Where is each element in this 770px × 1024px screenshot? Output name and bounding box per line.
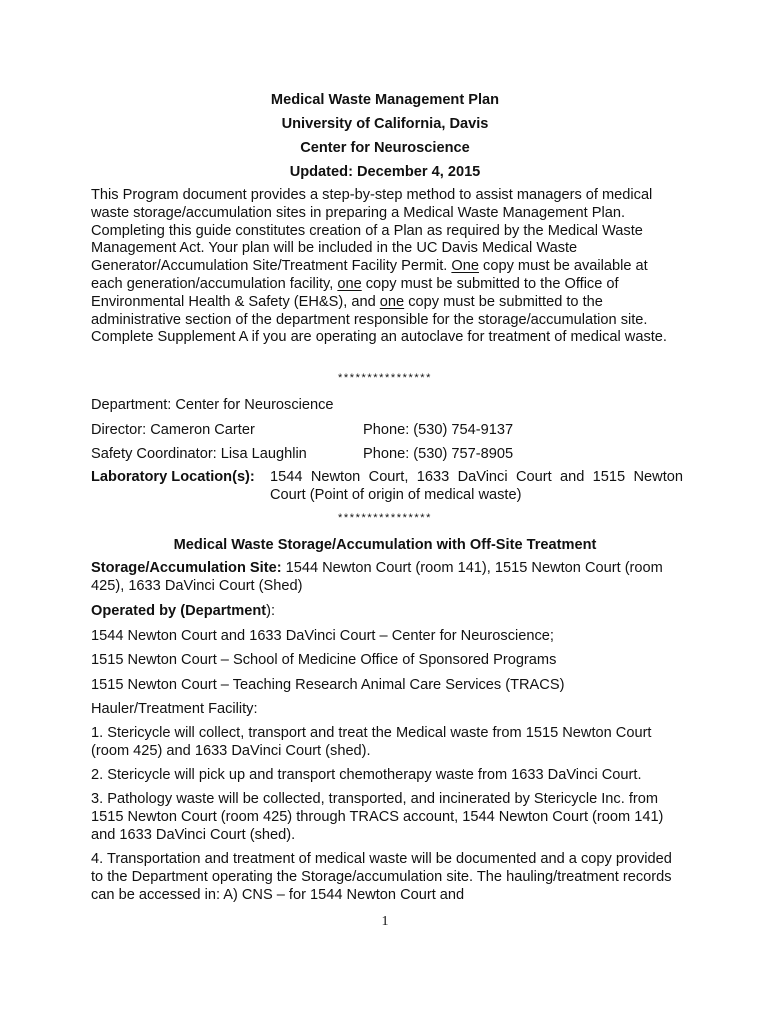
- safety-coordinator-line: Safety Coordinator: Lisa Laughlin: [91, 446, 307, 462]
- updated-date: Updated: December 4, 2015: [289, 164, 481, 180]
- section-heading: Medical Waste Storage/Accumulation with Off-Site Treatment: [173, 537, 597, 553]
- institution-name: University of California, Davis: [281, 116, 489, 132]
- laboratory-location-value: 1544 Newton Court, 1633 DaVinci Court and 1515 Newton Court (Point of origin of medical waste): [270, 469, 683, 503]
- hauler-item-2: 2. Stericycle will pick up and transport chemotherapy waste from 1633 DaVinci Court.: [91, 767, 642, 783]
- one-emphasis: one: [337, 275, 362, 292]
- department-line: Department: Center for Neuroscience: [91, 397, 334, 413]
- safety-coordinator-phone: Phone: (530) 757-8905: [363, 446, 514, 462]
- director-line: Director: Cameron Carter: [91, 422, 255, 438]
- one-emphasis: One: [451, 258, 479, 275]
- operated-by-heading: Operated by (Department):: [91, 603, 276, 619]
- center-name: Center for Neuroscience: [300, 140, 470, 156]
- hauler-heading: Hauler/Treatment Facility:: [91, 701, 258, 717]
- intro-paragraph: This Program document provides a step-by-step method to assist managers of medical waste storage/accumulation sites in preparing a Medical Waste Management Plan. Completing this guide constitutes creation of a Plan as required by the Medical Waste Management Act. Your plan will be included in the UC Davis Medical Waste Generator/Accumulation Site/Treatment Facility Permit. One copy must be available at each generation/accumulation facility, one copy must be submitted to the Office of Environmental Health & Safety (EH&S), and one copy must be submitted to the administrative section of the department responsible for the storage/accumulation site. Complete Supplement A if you are operating an autoclave for treatment of medical waste.: [91, 187, 667, 346]
- storage-site-paragraph: [91, 560, 683, 596]
- document-title: Medical Waste Management Plan: [270, 92, 500, 108]
- separator-stars: ****************: [337, 372, 433, 384]
- hauler-item-1: 1. Stericycle will collect, transport and treat the Medical waste from 1515 Newton Court (room 425) and 1633 DaVinci Court (shed).: [91, 725, 652, 759]
- hauler-item-3: 3. Pathology waste will be collected, transported, and incinerated by Stericycle Inc. from 1515 Newton Court (room 425) through TRACS account, 1544 Newton Court (room 141) and 1633 DaVinci Court (shed).: [91, 791, 664, 843]
- storage-site-label: Storage/Accumulation Site:: [91, 560, 282, 576]
- operator-line: 1515 Newton Court – School of Medicine Office of Sponsored Programs: [91, 652, 557, 668]
- page-number: 1: [381, 914, 389, 929]
- laboratory-location-label: Laboratory Location(s):: [91, 469, 255, 485]
- operator-line: 1544 Newton Court and 1633 DaVinci Court – Center for Neuroscience;: [91, 628, 554, 644]
- operator-line: 1515 Newton Court – Teaching Research Animal Care Services (TRACS): [91, 677, 565, 693]
- storage-site-value: 1544 Newton Court (room 141), 1515 Newton Court (room 425), 1633 DaVinci Court (Shed): [91, 560, 663, 594]
- director-phone: Phone: (530) 754-9137: [363, 422, 514, 438]
- separator-stars: ****************: [337, 512, 433, 524]
- one-emphasis: one: [379, 293, 405, 310]
- hauler-item-4: 4. Transportation and treatment of medical waste will be documented and a copy provided to the Department operating the Storage/accumulation site. The hauling/treatment records can be accessed in: A) CNS – for 1544 Newton Court and: [91, 851, 672, 903]
